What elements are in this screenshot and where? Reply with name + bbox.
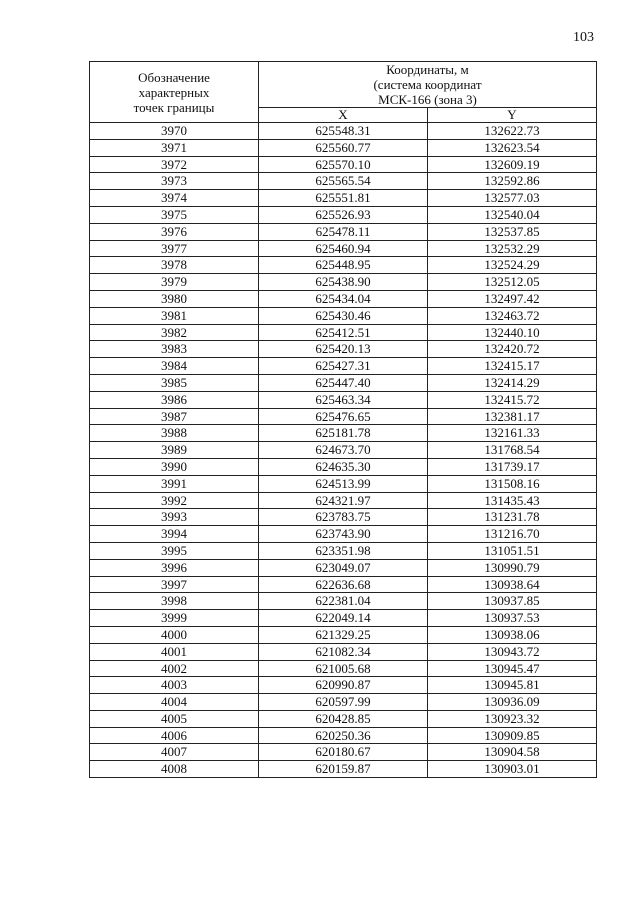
cell-point: 3992 — [90, 492, 259, 509]
table-row — [90, 475, 597, 492]
table-row — [90, 458, 597, 475]
table-row — [90, 526, 597, 543]
cell-y: 132609.19 — [428, 156, 597, 173]
cell-x: 625447.40 — [259, 374, 428, 391]
cell-x: 623351.98 — [259, 542, 428, 559]
cell-y: 131739.17 — [428, 458, 597, 475]
table-row — [90, 324, 597, 341]
table-row — [90, 123, 597, 140]
table-row — [90, 559, 597, 576]
cell-y: 132161.33 — [428, 425, 597, 442]
cell-x: 625565.54 — [259, 173, 428, 190]
cell-x: 625560.77 — [259, 139, 428, 156]
table-row — [90, 542, 597, 559]
table-row — [90, 341, 597, 358]
header-point-designation — [90, 62, 259, 123]
cell-y: 132512.05 — [428, 274, 597, 291]
cell-x: 625420.13 — [259, 341, 428, 358]
cell-point: 3990 — [90, 458, 259, 475]
cell-point: 4003 — [90, 677, 259, 694]
cell-x: 625478.11 — [259, 223, 428, 240]
cell-y: 130909.85 — [428, 727, 597, 744]
table-row — [90, 593, 597, 610]
cell-point: 3986 — [90, 391, 259, 408]
cell-point: 3996 — [90, 559, 259, 576]
cell-point: 3984 — [90, 358, 259, 375]
table-row — [90, 626, 597, 643]
cell-y: 130904.58 — [428, 744, 597, 761]
table-row — [90, 492, 597, 509]
cell-point: 3977 — [90, 240, 259, 257]
header-coords-line: МСК-166 (зона 3) — [378, 92, 477, 107]
cell-point: 3979 — [90, 274, 259, 291]
table-row — [90, 240, 597, 257]
cell-y: 132622.73 — [428, 123, 597, 140]
cell-x: 621082.34 — [259, 643, 428, 660]
table-row — [90, 156, 597, 173]
cell-point: 3975 — [90, 206, 259, 223]
table-row — [90, 509, 597, 526]
cell-point: 3973 — [90, 173, 259, 190]
table-row — [90, 727, 597, 744]
cell-y: 131051.51 — [428, 542, 597, 559]
cell-x: 625526.93 — [259, 206, 428, 223]
cell-point: 3970 — [90, 123, 259, 140]
cell-y: 130945.81 — [428, 677, 597, 694]
cell-y: 131216.70 — [428, 526, 597, 543]
cell-point: 4005 — [90, 710, 259, 727]
cell-x: 625548.31 — [259, 123, 428, 140]
table-row — [90, 660, 597, 677]
cell-x: 623743.90 — [259, 526, 428, 543]
table-row — [90, 610, 597, 627]
cell-y: 130936.09 — [428, 694, 597, 711]
cell-x: 625476.65 — [259, 408, 428, 425]
cell-x: 625427.31 — [259, 358, 428, 375]
cell-point: 3994 — [90, 526, 259, 543]
cell-point: 4006 — [90, 727, 259, 744]
cell-point: 3981 — [90, 307, 259, 324]
cell-y: 131231.78 — [428, 509, 597, 526]
cell-point: 3972 — [90, 156, 259, 173]
cell-y: 131508.16 — [428, 475, 597, 492]
cell-point: 4000 — [90, 626, 259, 643]
cell-x: 620159.87 — [259, 761, 428, 778]
cell-x: 625434.04 — [259, 290, 428, 307]
cell-point: 3985 — [90, 374, 259, 391]
cell-x: 622636.68 — [259, 576, 428, 593]
cell-y: 130943.72 — [428, 643, 597, 660]
table-row — [90, 576, 597, 593]
cell-point: 3978 — [90, 257, 259, 274]
cell-point: 4001 — [90, 643, 259, 660]
cell-y: 130938.06 — [428, 626, 597, 643]
cell-x: 624321.97 — [259, 492, 428, 509]
table-row — [90, 173, 597, 190]
table-row — [90, 710, 597, 727]
table-row — [90, 223, 597, 240]
cell-y: 132532.29 — [428, 240, 597, 257]
cell-point: 3983 — [90, 341, 259, 358]
header-coordinates — [259, 62, 597, 108]
cell-y: 132463.72 — [428, 307, 597, 324]
cell-y: 132592.86 — [428, 173, 597, 190]
cell-y: 132415.72 — [428, 391, 597, 408]
cell-y: 132537.85 — [428, 223, 597, 240]
table-row — [90, 358, 597, 375]
cell-y: 132524.29 — [428, 257, 597, 274]
cell-y: 132440.10 — [428, 324, 597, 341]
table-row — [90, 694, 597, 711]
table-row — [90, 643, 597, 660]
table-row — [90, 139, 597, 156]
table-row — [90, 274, 597, 291]
cell-point: 3991 — [90, 475, 259, 492]
cell-y: 131768.54 — [428, 442, 597, 459]
cell-x: 621005.68 — [259, 660, 428, 677]
header-coords-line: (система координат — [373, 77, 482, 92]
cell-x: 625430.46 — [259, 307, 428, 324]
header-point-line: Обозначение — [138, 69, 210, 85]
cell-point: 3998 — [90, 593, 259, 610]
table-row — [90, 391, 597, 408]
cell-x: 621329.25 — [259, 626, 428, 643]
header-coords-line: Координаты, м — [386, 62, 469, 77]
table-header — [90, 62, 597, 123]
cell-x: 620990.87 — [259, 677, 428, 694]
cell-y: 131435.43 — [428, 492, 597, 509]
table-body — [90, 123, 597, 778]
cell-x: 625438.90 — [259, 274, 428, 291]
cell-point: 3999 — [90, 610, 259, 627]
cell-point: 4002 — [90, 660, 259, 677]
cell-point: 3982 — [90, 324, 259, 341]
cell-y: 130923.32 — [428, 710, 597, 727]
cell-x: 625570.10 — [259, 156, 428, 173]
cell-y: 130937.85 — [428, 593, 597, 610]
cell-point: 3987 — [90, 408, 259, 425]
cell-point: 3974 — [90, 190, 259, 207]
table-row — [90, 290, 597, 307]
cell-y: 132414.29 — [428, 374, 597, 391]
cell-point: 3989 — [90, 442, 259, 459]
cell-x: 625463.34 — [259, 391, 428, 408]
cell-point: 4007 — [90, 744, 259, 761]
table-row — [90, 307, 597, 324]
table-row — [90, 744, 597, 761]
table-row — [90, 257, 597, 274]
cell-point: 3995 — [90, 542, 259, 559]
cell-y: 130938.64 — [428, 576, 597, 593]
cell-y: 132420.72 — [428, 341, 597, 358]
cell-x: 622049.14 — [259, 610, 428, 627]
table-row — [90, 442, 597, 459]
cell-x: 620250.36 — [259, 727, 428, 744]
header-point-line: характерных — [138, 84, 210, 100]
cell-point: 3997 — [90, 576, 259, 593]
cell-x: 623049.07 — [259, 559, 428, 576]
header-y: Y — [428, 108, 597, 123]
cell-point: 3988 — [90, 425, 259, 442]
cell-y: 130903.01 — [428, 761, 597, 778]
table-row — [90, 206, 597, 223]
cell-x: 624635.30 — [259, 458, 428, 475]
table-row — [90, 190, 597, 207]
cell-y: 132415.17 — [428, 358, 597, 375]
cell-point: 3980 — [90, 290, 259, 307]
cell-point: 4008 — [90, 761, 259, 778]
cell-x: 624673.70 — [259, 442, 428, 459]
cell-point: 3971 — [90, 139, 259, 156]
table-row — [90, 761, 597, 778]
table-row — [90, 374, 597, 391]
cell-y: 130937.53 — [428, 610, 597, 627]
table-row — [90, 425, 597, 442]
cell-x: 623783.75 — [259, 509, 428, 526]
cell-x: 625551.81 — [259, 190, 428, 207]
cell-x: 625412.51 — [259, 324, 428, 341]
cell-y: 132623.54 — [428, 139, 597, 156]
cell-x: 625448.95 — [259, 257, 428, 274]
cell-x: 625181.78 — [259, 425, 428, 442]
cell-y: 132381.17 — [428, 408, 597, 425]
cell-x: 620597.99 — [259, 694, 428, 711]
header-x: X — [259, 108, 428, 123]
cell-x: 620428.85 — [259, 710, 428, 727]
table-row — [90, 408, 597, 425]
cell-y: 132577.03 — [428, 190, 597, 207]
coordinates-table — [89, 61, 597, 778]
cell-x: 622381.04 — [259, 593, 428, 610]
cell-y: 130990.79 — [428, 559, 597, 576]
cell-x: 624513.99 — [259, 475, 428, 492]
cell-y: 130945.47 — [428, 660, 597, 677]
cell-x: 625460.94 — [259, 240, 428, 257]
cell-y: 132540.04 — [428, 206, 597, 223]
page-number: 103 — [573, 30, 594, 45]
cell-y: 132497.42 — [428, 290, 597, 307]
header-point-line: точек границы — [133, 99, 215, 115]
table-row — [90, 677, 597, 694]
cell-point: 4004 — [90, 694, 259, 711]
cell-x: 620180.67 — [259, 744, 428, 761]
cell-point: 3993 — [90, 509, 259, 526]
cell-point: 3976 — [90, 223, 259, 240]
